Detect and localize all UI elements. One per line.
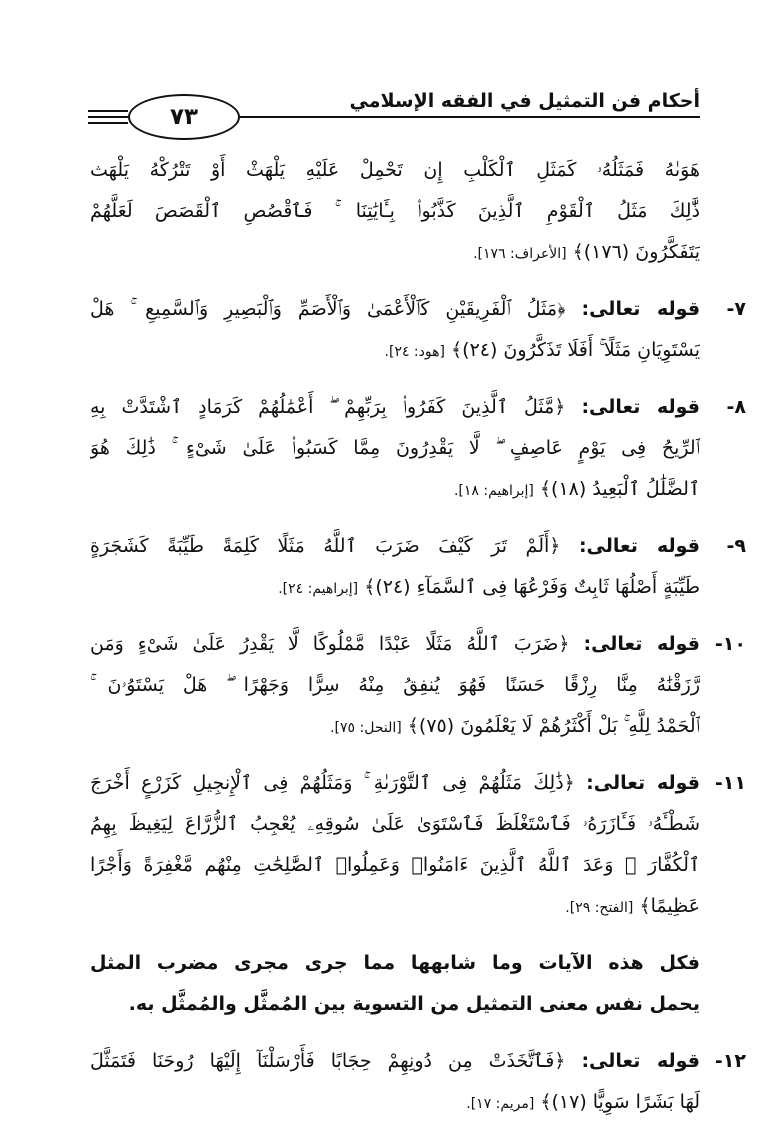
item-12 [90, 1041, 746, 1123]
item-10 [90, 624, 746, 747]
commentary-paragraph [90, 943, 700, 1025]
item-number: ١١- [714, 772, 746, 794]
verse-reference: [الأعراف: ١٧٦]. [473, 246, 567, 262]
item-number: ١٠- [714, 633, 746, 655]
verse-reference: [مريم: ١٧]. [466, 1096, 535, 1112]
item-9 [90, 526, 746, 608]
verse-text: ﴿مَّثَلُ ٱلَّذِينَ كَفَرُوا۟ بِرَبِّهِمْ ۖ أَعْمَٰلُهُمْ كَرَمَادٍ ٱشْتَدَّتْ بِهِ [90, 396, 566, 418]
item-lead: قوله تعالى: [581, 396, 700, 418]
item-11 [90, 763, 746, 927]
verse-text: ﴿ذَٰلِكَ مَثَلُهُمْ فِى ٱلتَّوْرَىٰةِ ۚ وَمَثَلُهُمْ فِى ٱلْإِنجِيلِ كَزَرْعٍ أَخْرَجَ [90, 772, 575, 794]
verse-text: ٱلْحَمْدُ لِلَّهِ ۚ بَلْ أَكْثَرُهُمْ لَا يَعْلَمُونَ (٧٥)﴾ [407, 715, 700, 737]
verse-text: طَيِّبَةٍ أَصْلُهَا ثَابِتٌ وَفَرْعُهَا فِى ٱلسَّمَآءِ (٢٤)﴾ [364, 576, 700, 598]
verse-text: ﴿مَثَلُ ٱلْفَرِيقَيْنِ كَٱلْأَعْمَىٰ وَٱلْأَصَمِّ وَٱلْبَصِيرِ وَٱلسَّمِيعِ ۚ هَلْ [90, 298, 566, 320]
text-line: ٱلرِّيحُ فِى يَوْمٍ عَاصِفٍ ۖ لَّا يَقْدِرُونَ مِمَّا كَسَبُوا۟ عَلَىٰ شَىْءٍ ۚ ذَٰلِكَ هُوَ [90, 437, 700, 459]
item-number: ٩- [726, 535, 746, 557]
text-line [90, 886, 700, 927]
item-number: ٧- [726, 298, 746, 320]
item-lead: قوله تعالى: [581, 298, 700, 320]
item-7 [90, 289, 746, 371]
item-number: ١٢- [714, 1050, 746, 1072]
verse-text: يَسْتَوِيَانِ مَثَلًا ۚ أَفَلَا تَذَكَّرُونَ (٢٤)﴾ [451, 339, 700, 361]
text-line [90, 330, 700, 371]
item-lead: قوله تعالى: [586, 772, 700, 794]
item-8 [90, 387, 746, 510]
text-line [90, 624, 700, 665]
text-line [90, 567, 700, 608]
verse-text: ﴿ضَرَبَ ٱللَّهُ مَثَلًا عَبْدًا مَّمْلُوكًا لَّا يَقْدِرُ عَلَىٰ شَىْءٍ وَمَن [90, 633, 570, 655]
verse-text: ﴿فَٱتَّخَذَتْ مِن دُونِهِمْ حِجَابًا فَأَرْسَلْنَآ إِلَيْهَا رُوحَنَا فَتَمَثَّلَ [90, 1050, 566, 1072]
verse-reference: [إبراهيم: ٢٤]. [278, 581, 359, 597]
verse-text: لَهَا بَشَرًا سَوِيًّا (١٧)﴾ [540, 1091, 700, 1113]
verse-text: ﴿أَلَمْ تَرَ كَيْفَ ضَرَبَ ٱللَّهُ مَثَلًا كَلِمَةً طَيِّبَةً كَشَجَرَةٍ [90, 535, 561, 557]
text-line [90, 232, 700, 273]
text-line: هَوَىٰهُ فَمَثَلُهُۥ كَمَثَلِ ٱلْكَلْبِ إِن تَحْمِلْ عَلَيْهِ يَلْهَثْ أَوْ تَتْرُكْهُ يَلْهَث [90, 159, 700, 181]
text-line [90, 1082, 700, 1123]
verse-text: ٱلضَّلَٰلُ ٱلْبَعِيدُ (١٨)﴾ [539, 478, 700, 500]
text-line [90, 289, 700, 330]
header-rule-left-top [88, 110, 128, 112]
text-line [90, 763, 700, 804]
verse-reference: [الفتح: ٢٩]. [565, 900, 634, 916]
text-line: شَطْـَٔهُۥ فَـَٔازَرَهُۥ فَٱسْتَغْلَظَ فَٱسْتَوَىٰ عَلَىٰ سُوقِهِۦ يُعْجِبُ ٱلزُّرَّاعَ لِيَغِيظَ بِهِمُ [90, 813, 700, 835]
text-line: رَّزَقْنَٰهُ مِنَّا رِزْقًا حَسَنًا فَهُوَ يُنفِقُ مِنْهُ سِرًّا وَجَهْرًا ۖ هَلْ يَسْتَوُۥنَ ۚ [90, 674, 700, 696]
text-line: فكل هذه الآيات وما شابهها مما جرى مجرى مضرب المثل [90, 952, 700, 974]
item-lead: قوله تعالى: [581, 1050, 700, 1072]
item-number: ٨- [726, 396, 746, 418]
verse-reference: [هود: ٢٤]. [384, 344, 445, 360]
text-line [90, 706, 700, 747]
page-number: ٧٣ [128, 94, 240, 140]
page-header [88, 88, 700, 128]
verse-text: عَظِيمًا﴾ [639, 895, 700, 917]
verse-reference: [إبراهيم: ١٨]. [453, 483, 534, 499]
verse-text: يَتَفَكَّرُونَ (١٧٦)﴾ [572, 241, 700, 263]
item-lead: قوله تعالى: [578, 535, 700, 557]
text-line: ذَّٰلِكَ مَثَلُ ٱلْقَوْمِ ٱلَّذِينَ كَذَّبُوا۟ بِـَٔايَٰتِنَا ۚ فَٱقْصُصِ ٱلْقَصَصَ لَعَلَّهُمْ [90, 200, 700, 222]
item-cont [90, 150, 700, 273]
header-rule-left-bottom [88, 122, 128, 124]
text-line [90, 469, 700, 510]
text-line [90, 387, 700, 428]
verse-reference: [النحل: ٧٥]. [330, 720, 402, 736]
text-line: يحمل نفس معنى التمثيل من التسوية بين المُمثَّل والمُمثَّل به. [128, 993, 700, 1015]
text-line: ٱلْكُفَّارَ ۗ وَعَدَ ٱللَّهُ ٱلَّذِينَ ءَامَنُوا۟ وَعَمِلُوا۟ ٱلصَّٰلِحَٰتِ مِنْهُم مَّغْفِرَةً وَأَجْرًا [90, 854, 700, 876]
running-title: أحكام فن التمثيل في الفقه الإسلامي [349, 90, 700, 112]
page-content [90, 150, 746, 1123]
text-line [90, 1041, 700, 1082]
item-lead: قوله تعالى: [583, 633, 700, 655]
text-line [90, 526, 700, 567]
